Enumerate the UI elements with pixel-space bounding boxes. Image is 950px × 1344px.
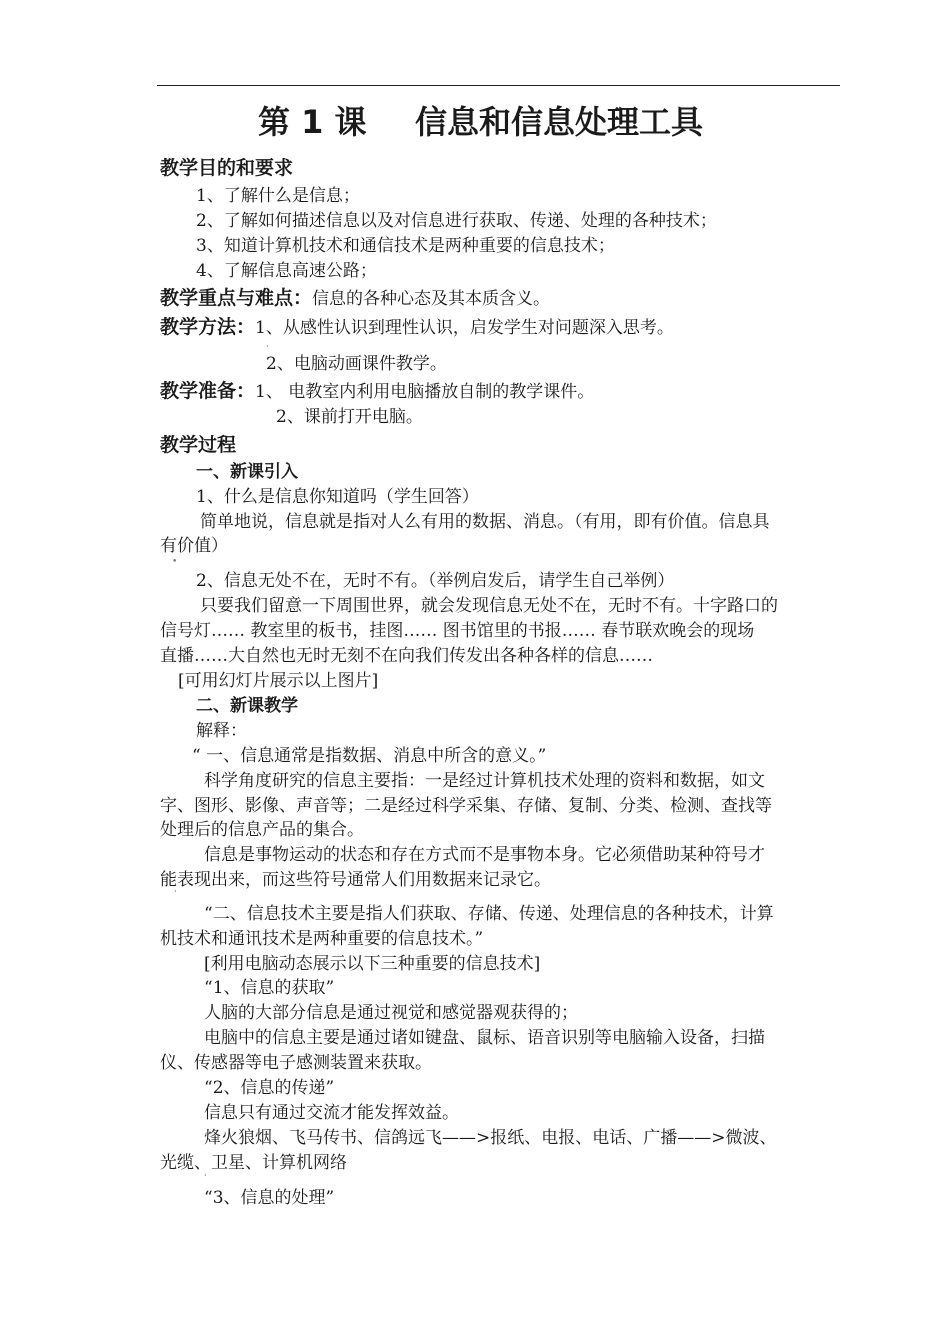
paragraph: 信号灯…… 教室里的板书，挂图…… 图书馆里的书报…… 春节联欢晚会的现场 xyxy=(160,621,755,641)
section-heading: 一、新课引入 xyxy=(196,462,298,482)
section-heading: 二、新课教学 xyxy=(196,696,298,716)
paragraph: 机技术和通讯技术是两种重要的信息技术。” xyxy=(160,929,484,949)
paragraph: 处理后的信息产品的集合。 xyxy=(160,820,364,840)
objectives-heading: 教学目的和要求 xyxy=(160,157,294,179)
paragraph: 科学角度研究的信息主要指：一是经过计算机技术处理的资料和数据，如文 xyxy=(204,771,765,791)
paragraph: 仪、传感器等电子感测装置来获取。 xyxy=(160,1053,432,1073)
paragraph: 能表现出来，而这些符号通常人们用数据来记录它。 xyxy=(160,870,551,890)
paragraph: “二、信息技术主要是指人们获取、存储、传递、处理信息的各种技术，计算 xyxy=(204,904,774,924)
preparation-item: 2、课前打开电脑。 xyxy=(276,407,423,427)
method-item: 2、电脑动画课件教学。 xyxy=(266,354,447,374)
objective-item: 3、知道计算机技术和通信技术是两种重要的信息技术； xyxy=(196,236,615,256)
page-title xyxy=(0,102,950,146)
objective-item: 1、了解什么是信息； xyxy=(196,186,360,206)
preparation-item: 1、 电教室内利用电脑播放自制的教学课件。 xyxy=(255,382,595,402)
lesson-number: 第 1 课 xyxy=(258,103,367,141)
paragraph: 只要我们留意一下周围世界，就会发现信息无处不在，无时不有。十字路口的 xyxy=(200,596,778,616)
methods-label: 教学方法： xyxy=(160,316,256,338)
objective-item: 4、了解信息高速公路； xyxy=(196,261,377,281)
methods-line xyxy=(160,316,674,339)
objective-item: 2、了解如何描述信息以及对信息进行获取、传递、处理的各种技术； xyxy=(196,211,717,231)
paragraph: 1、什么是信息你知道吗（学生回答） xyxy=(196,487,479,507)
paragraph: 信息只有通过交流才能发挥效益。 xyxy=(204,1103,459,1123)
paragraph: 电脑中的信息主要是通过诸如键盘、鼠标、语音识别等电脑输入设备，扫描 xyxy=(204,1028,765,1048)
key-points-text: 信息的各种心态及其本质含义。 xyxy=(312,289,551,309)
paragraph: 解释： xyxy=(196,721,247,741)
key-points-label: 教学重点与难点： xyxy=(160,287,313,309)
key-points-line xyxy=(160,287,550,310)
paragraph: 光缆、卫星、计算机网络 xyxy=(160,1153,347,1173)
paragraph: 字、图形、影像、声音等；二是经过科学采集、存储、复制、分类、检测、查找等 xyxy=(160,796,772,816)
header-rule xyxy=(157,85,840,86)
paragraph: 信息是事物运动的状态和存在方式而不是事物本身。它必须借助某种符号才 xyxy=(204,845,765,865)
paragraph: “ 一、信息通常是指数据、消息中所含的意义。” xyxy=(192,746,547,766)
paragraph: 人脑的大部分信息是通过视觉和感觉器观获得的； xyxy=(204,1003,578,1023)
subsection-heading: “1、信息的获取” xyxy=(204,978,335,998)
preparation-label: 教学准备： xyxy=(160,380,256,402)
note: [利用电脑动态展示以下三种重要的信息技术] xyxy=(204,954,541,974)
paragraph: 简单地说，信息就是指对人么有用的数据、消息。（有用，即有价值。信息具 xyxy=(200,512,770,532)
lesson-name: 信息和信息处理工具 xyxy=(415,103,704,141)
preparation-line xyxy=(160,380,594,403)
note: [可用幻灯片展示以上图片] xyxy=(178,671,379,691)
paragraph: 2、信息无处不在，无时不有。（举例启发后，请学生自己举例） xyxy=(196,571,675,591)
paragraph: 有价值） xyxy=(160,536,228,556)
subsection-heading: “3、信息的处理” xyxy=(204,1188,335,1208)
paragraph: 直播……大自然也无时无刻不在向我们传发出各种各样的信息…… xyxy=(160,646,653,666)
paragraph: 烽火狼烟、飞马传书、信鸽远飞——>报纸、电报、电话、广播——>微波、 xyxy=(204,1128,777,1148)
process-heading: 教学过程 xyxy=(160,434,237,456)
subsection-heading: “2、信息的传递” xyxy=(204,1078,335,1098)
method-item: 1、从感性认识到理性认识，启发学生对问题深入思考。 xyxy=(255,318,674,338)
